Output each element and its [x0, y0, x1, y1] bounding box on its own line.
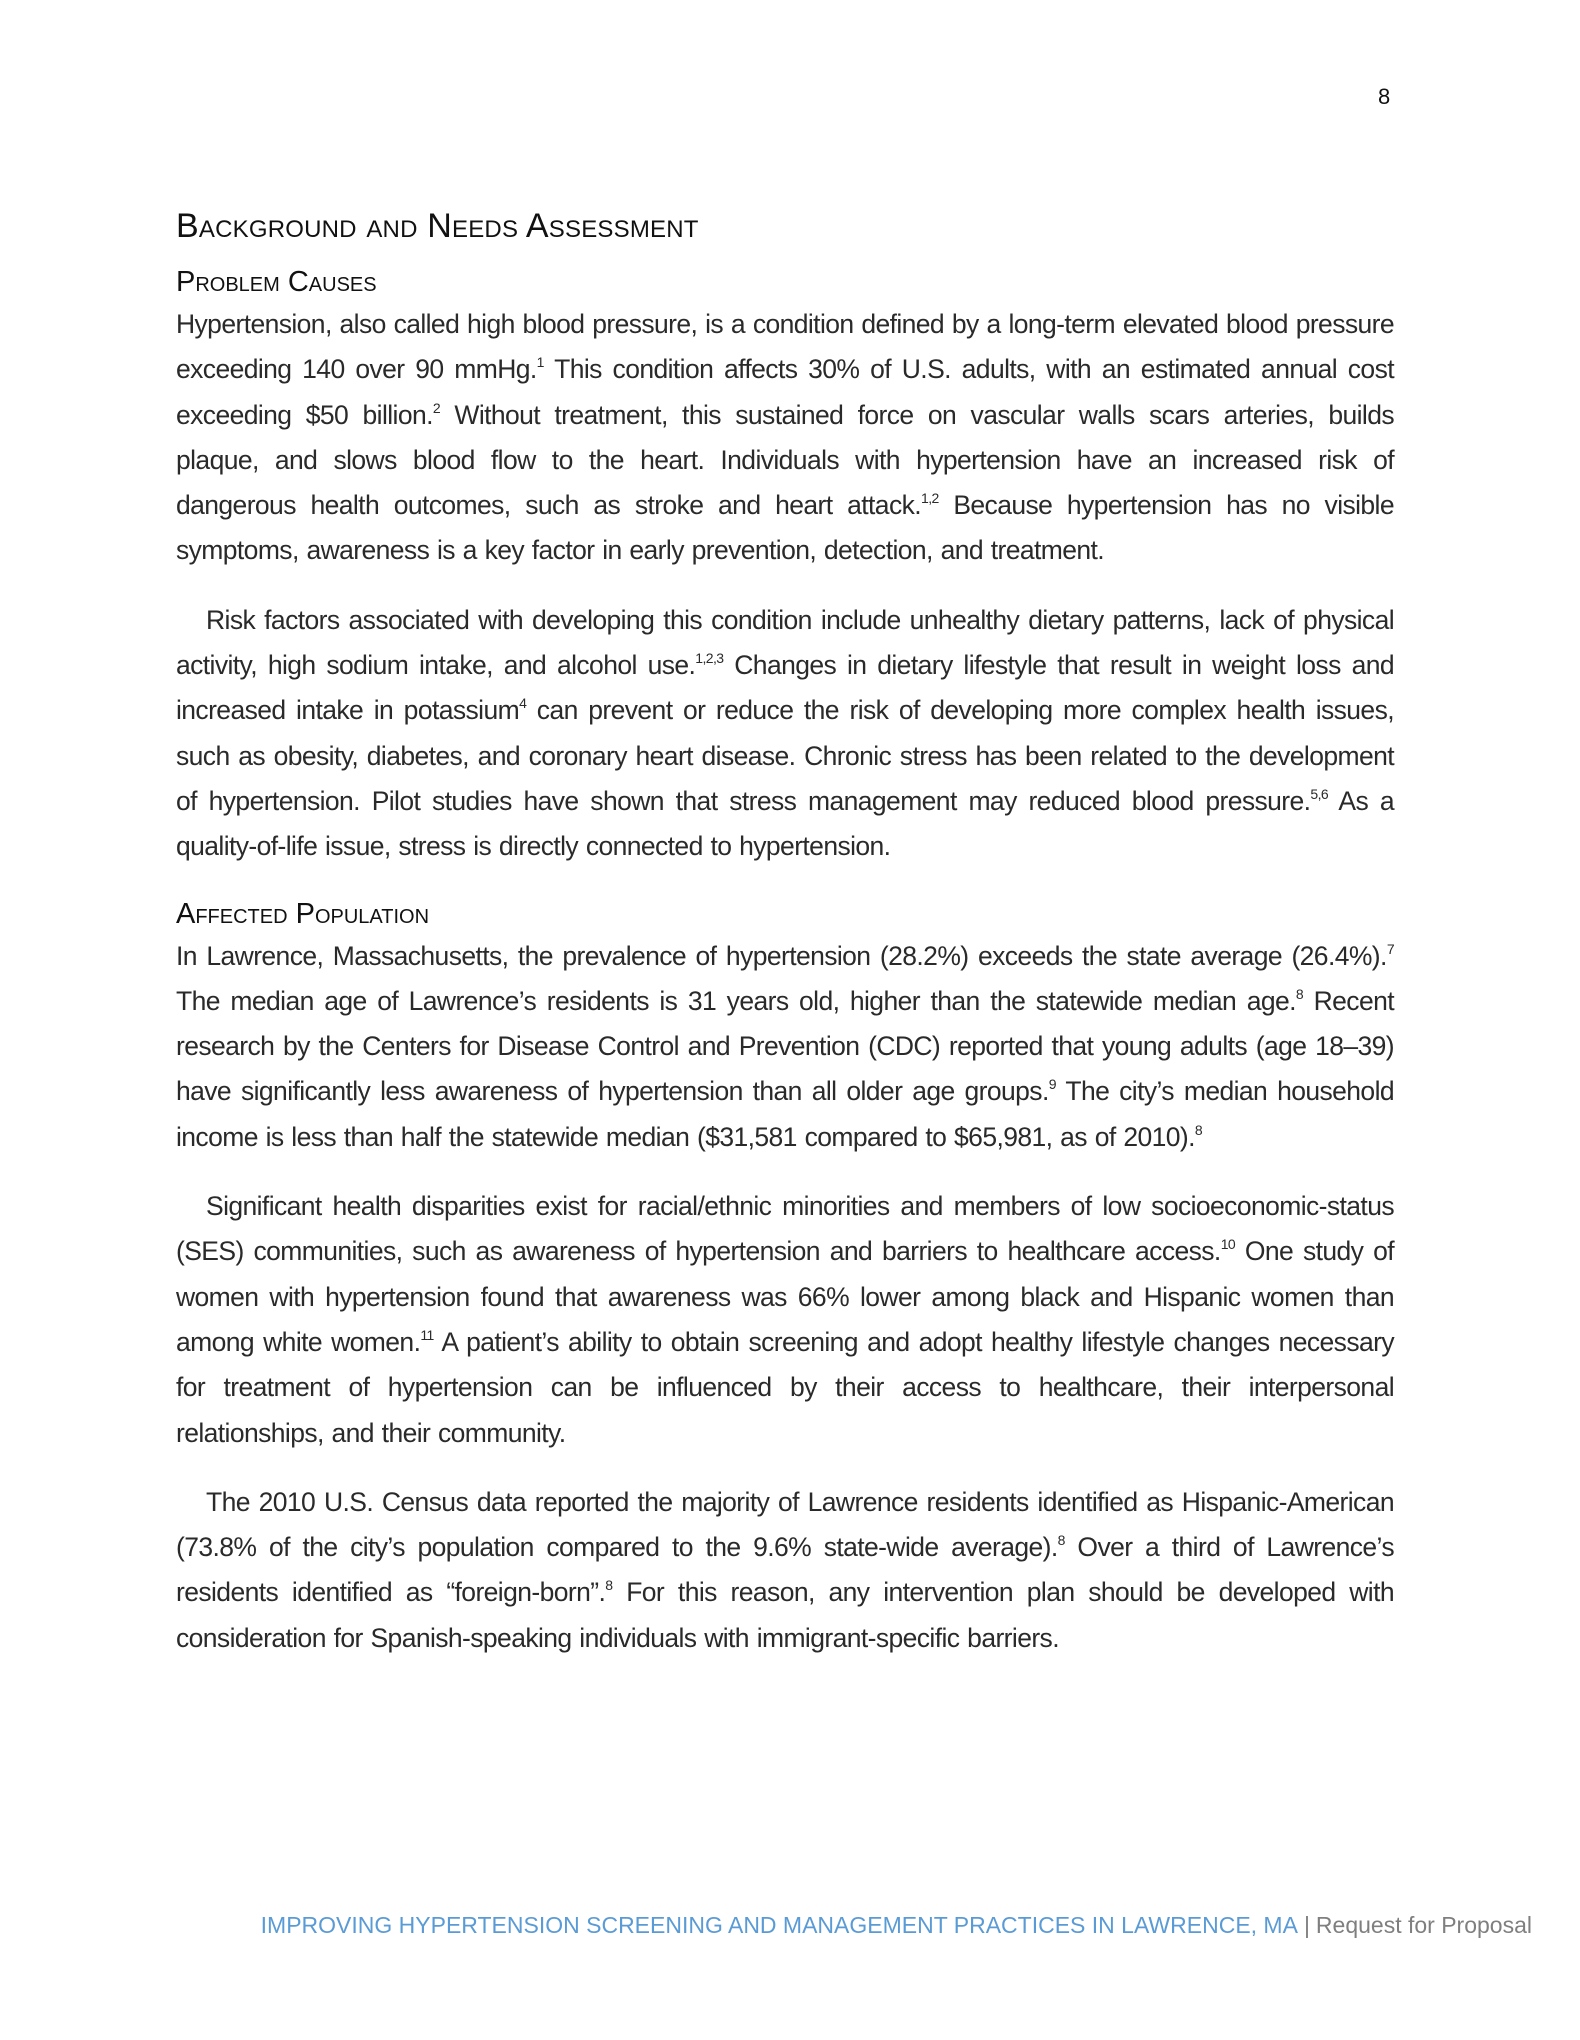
document-body [176, 200, 1394, 1661]
paragraph-text: can prevent or reduce the risk of developing more complex health issues, such as obesity, diabetes, and coronary heart disease. Chronic stress has been related to the development of hypertension. Pilot studies have shown that stress management may reduced blood pressure. [176, 695, 1394, 816]
citation-reference: 4 [519, 695, 527, 712]
footer-document-title: IMPROVING HYPERTENSION SCREENING AND MANAGEMENT PRACTICES IN LAWRENCE, MA [260, 1912, 1298, 1938]
paragraph-text: Hypertension, also called high blood pressure, is a condition defined by a long-term elevated blood pressure exceeding 140 over 90 mmHg. [176, 309, 1394, 385]
citation-reference: 5,6 [1310, 785, 1329, 802]
citation-reference: 10 [1220, 1236, 1236, 1253]
paragraph-text: In Lawrence, Massachusetts, the prevalence of hypertension (28.2%) exceeds the state average (26.4%). [176, 940, 1387, 971]
citation-reference: 1 [536, 354, 544, 371]
paragraph-text: For this reason, any intervention plan should be developed with consideration for Spanish-speaking individuals with immigrant-specific barriers. [176, 1577, 1394, 1653]
footer-subtitle: Request for Proposal [1315, 1912, 1532, 1938]
citation-reference: 8 [1057, 1532, 1065, 1549]
citation-reference: 9 [1048, 1076, 1056, 1093]
paragraph [176, 934, 1394, 1160]
subheading-problem-causes: Problem Causes [176, 266, 377, 298]
paragraph [176, 598, 1394, 870]
paragraph-text: Recent research by the Centers for Disease Control and Prevention (CDC) reported that young adults (age 18–39) have significantly less awareness of hypertension than all older age groups. [176, 985, 1394, 1107]
paragraph-text: Significant health disparities exist for racial/ethnic minorities and members of low socioeconomic-status (SES) communities, such as awareness of hypertension and barriers to healthcare access. [176, 1191, 1394, 1267]
page-footer [261, 1912, 1532, 1939]
paragraph [176, 1184, 1394, 1456]
paragraph-text: This condition affects 30% of U.S. adults, with an estimated annual cost exceeding $50 billion. [176, 354, 1394, 430]
paragraph [176, 1480, 1394, 1661]
section-heading: Background and Needs Assessment [176, 207, 699, 245]
paragraph-text: The 2010 U.S. Census data reported the majority of Lawrence residents identified as Hispanic-American (73.8% of the city’s population compared to the 9.6% state-wide average). [176, 1486, 1394, 1563]
citation-reference: 8 [605, 1577, 613, 1594]
paragraph-text: The city’s median household income is less than half the statewide median ($31,581 compared to $65,981, as of 2010). [176, 1076, 1394, 1152]
paragraph-text: Because hypertension has no visible symptoms, awareness is a key factor in early prevention, detection, and treatment. [176, 490, 1394, 566]
citation-reference: 8 [1194, 1121, 1203, 1138]
paragraph-text: One study of women with hypertension found that awareness was 66% lower among black and Hispanic women than among white women. [176, 1236, 1394, 1357]
citation-reference: 2 [432, 399, 441, 416]
subheading-affected-population: Affected Population [176, 897, 430, 930]
paragraph-text: As a quality-of-life issue, stress is directly connected to hypertension. [176, 785, 1394, 862]
citation-reference: 1,2,3 [695, 650, 724, 667]
footer-separator: | [1303, 1912, 1310, 1938]
paragraph-text: Over a third of Lawrence’s residents identified as “foreign-born”. [176, 1532, 1394, 1608]
citation-reference: 7 [1386, 940, 1394, 957]
paragraph-text: Changes in dietary lifestyle that result in weight loss and increased intake in potassium [176, 650, 1394, 726]
paragraph-text: Risk factors associated with developing this condition include unhealthy dietary patterns, lack of physical activity, high sodium intake, and alcohol use. [176, 604, 1394, 681]
paragraph-text: The median age of Lawrence’s residents is 31 years old, higher than the statewide median age. [176, 985, 1296, 1016]
page-number: 8 [1378, 84, 1391, 109]
paragraph [176, 302, 1394, 574]
paragraph-text: Without treatment, this sustained force on vascular walls scars arteries, builds plaque, and slows blood flow to the heart. Individuals with hypertension have an increased risk of dangerous health outcomes, such as stroke and heart attack. [176, 399, 1395, 521]
citation-reference: 8 [1295, 985, 1304, 1002]
citation-reference: 1,2 [921, 490, 939, 507]
paragraph-text: A patient’s ability to obtain screening and adopt healthy lifestyle changes necessary for treatment of hypertension can be influenced by their access to healthcare, their interpersonal relationships, and their community. [176, 1326, 1394, 1448]
citation-reference: 11 [420, 1326, 434, 1343]
